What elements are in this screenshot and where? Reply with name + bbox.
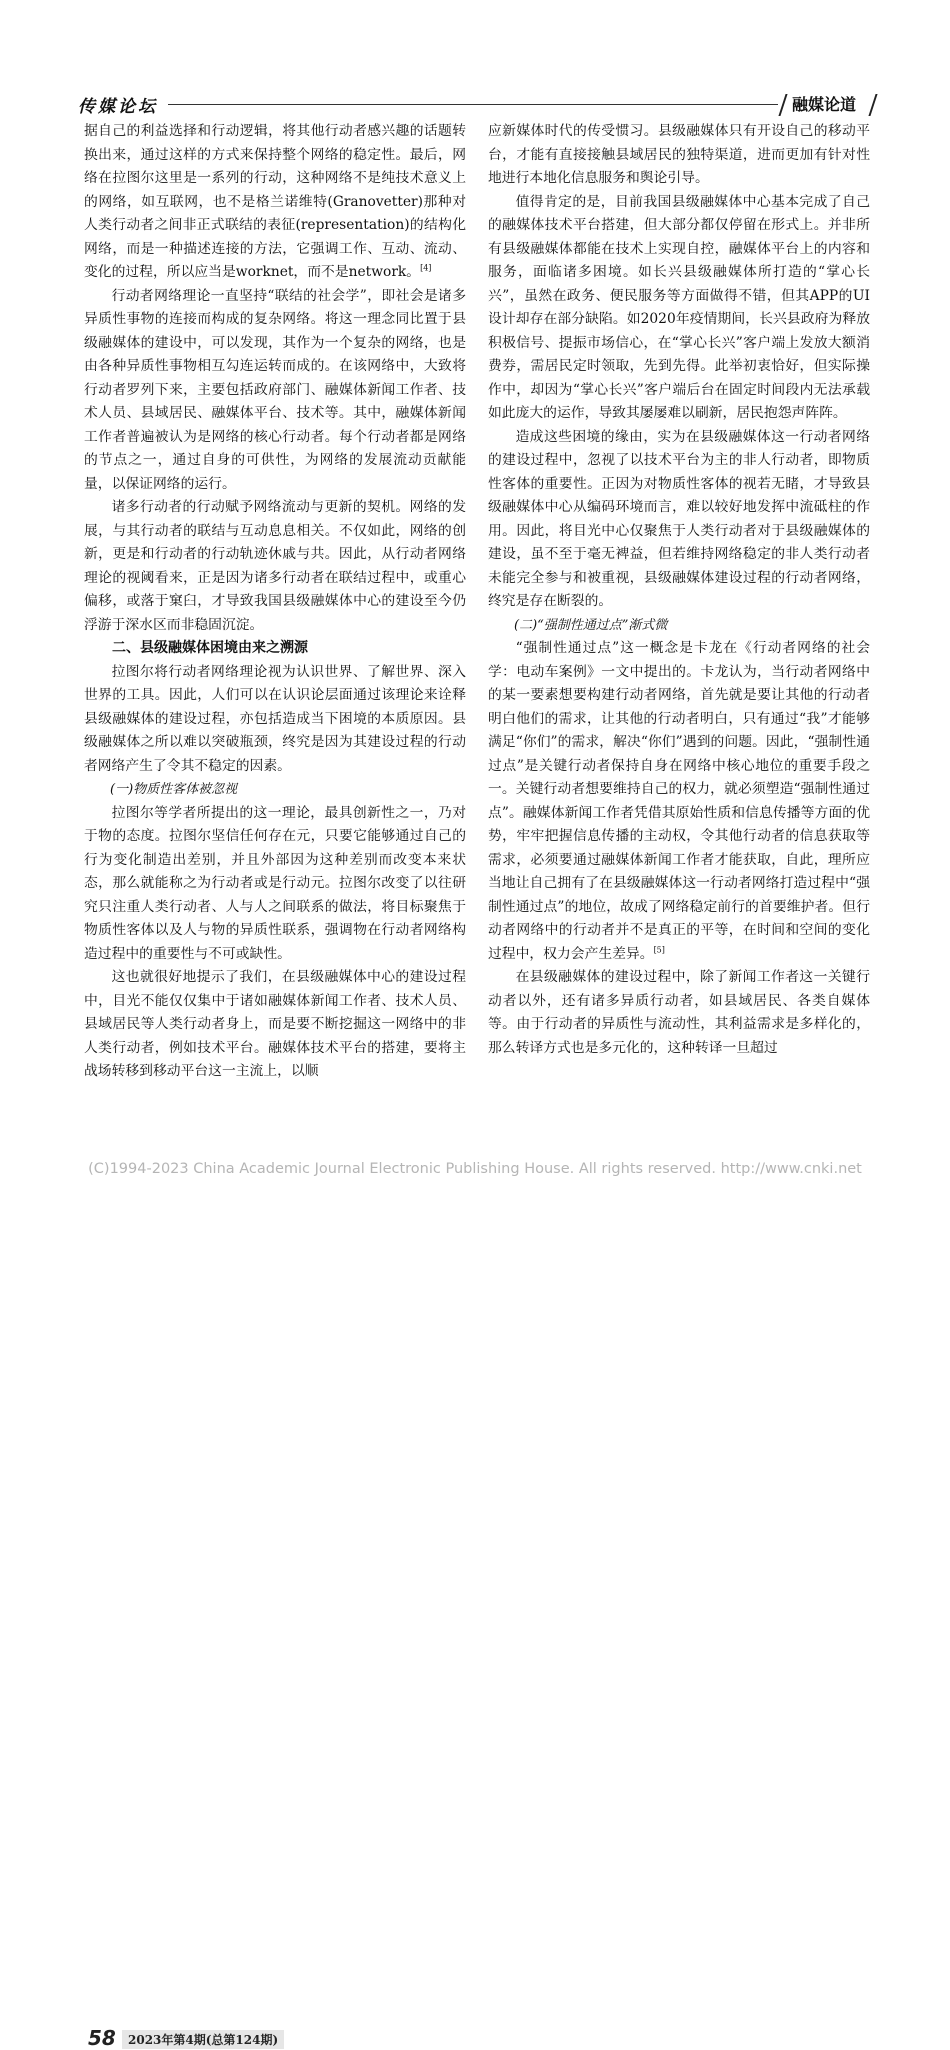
left-column (84, 120, 466, 1084)
left-paragraph-6: 这也就很好地提示了我们，在县级融媒体中心的建设过程中，目光不能仅仅集中于诸如融媒体新闻工作者、技术人员、县域居民等人类行动者身上，而是要不断挖掘这一网络中的非人类行动者，例如技术平台。融媒体技术平台的搭建，要将主战场转移到移动平台这一主流上，以顺 (84, 969, 466, 1079)
subsection-heading-2: (二)“强制性通过点”渐式微 (514, 617, 668, 633)
right-paragraph-1: 应新媒体时代的传受惯习。县级融媒体只有开设自己的移动平台，才能有直接接触县域居民的独特渠道，进而更加有针对性地进行本地化信息服务和舆论引导。 (488, 123, 870, 186)
section-name: 融媒论道 (792, 95, 857, 114)
right-paragraph-4-text: “强制性通过点”这一概念是卡龙在《行动者网络的社会学：电动车案例》一文中提出的。卡龙认为，当行动者网络中的某一要素想要构建行动者网络，首先就是要让其他的行动者明白他们的需求，让其他的行动者明白，只有通过“我”才能够满足“你们”的需求，解决“你们”遇到的问题。因此，“强制性通过点”是关键行动者保持自身在网络中核心地位的重要手段之一。关键行动者想要维持自己的权力，就必须塑造“强制性通过点”。融媒体新闻工作者凭借其原始性质和信息传播等方面的优势，牢牢把握信息传播的主动权，令其他行动者的信息获取等需求，必须要通过融媒体新闻工作者才能获取，自此，理所应当地让自己拥有了在县级融媒体这一行动者网络打造过程中“强制性通过点”的地位，故成了网络稳定前行的首要维护者。但行动者网络中的行动者并不是真正的平等，在时间和空间的变化过程中，权力会产生差异。 (488, 640, 870, 962)
section-heading-2: 二、县级融媒体困境由来之溯源 (112, 640, 308, 656)
journal-logo: 传媒论坛 (78, 97, 158, 117)
right-column (488, 120, 870, 1060)
left-paragraph-1 (84, 120, 466, 285)
copyright-notice: (C)1994-2023 China Academic Journal Electronic Publishing House. All rights reserved. http://www.cnki.net (88, 1161, 862, 1177)
left-paragraph-2: 行动者网络理论一直坚持“联结的社会学”，即社会是诸多异质性事物的连接而构成的复杂网络。将这一理念同比置于县级融媒体的建设中，可以发现，其作为一个复杂的网络，也是由各种异质性事物相互勾连运转而成的。在该网络中，大致将行动者罗列下来，主要包括政府部门、融媒体新闻工作者、技术人员、县域居民、融媒体平台、技术等。其中，融媒体新闻工作者普遍被认为是网络的核心行动者。每个行动者都是网络的节点之一，通过自身的可供性，为网络的发展流动贡献能量，以保证网络的运行。 (84, 287, 466, 492)
section-slash-right (868, 94, 877, 116)
right-paragraph-4 (488, 637, 870, 966)
section-slash-left (778, 94, 787, 116)
reference-5[interactable]: [5] (653, 944, 665, 954)
reference-4[interactable]: [4] (420, 263, 432, 273)
page-number: 58 (88, 2026, 116, 2050)
subsection-heading-1: (一)物质性客体被忽视 (110, 782, 238, 797)
left-paragraph-1-text: 据自己的利益选择和行动逻辑，将其他行动者感兴趣的话题转换出来，通过这样的方式来保持整个网络的稳定性。最后，网络在拉图尔这里是一系列的行动，这种网络不是纯技术意义上的网络，如互联网，也不是格兰诺维特(Granovetter)那种对人类行动者之间非正式联结的表征(representation)的结构化网络，而是一种描述连接的方法，它强调工作、互动、流动、变化的过程，所以应当是worknet，而不是network。 (84, 123, 466, 280)
page-header (0, 0, 950, 130)
right-paragraph-3: 造成这些困境的缘由，实为在县级融媒体这一行动者网络的建设过程中，忽视了以技术平台为主的非人行动者，即物质性客体的重要性。正因为对物质性客体的视若无睹，才导致县级融媒体中心从编码环境而言，难以较好地发挥中流砥柱的作用。因此，将目光中心仅聚焦于人类行动者对于县级融媒体的建设，虽不至于毫无裨益，但若维持网络稳定的非人类行动者未能完全参与和被重视，县级融媒体建设过程的行动者网络，终究是存在断裂的。 (488, 428, 870, 609)
left-paragraph-5: 拉图尔等学者所提出的这一理论，最具创新性之一，乃对于物的态度。拉图尔坚信任何存在元，只要它能够通过自己的行为变化制造出差别，并且外部因为这种差别而改变本来状态，那么就能称之为行动者或是行动元。拉图尔改变了以往研究只注重人类行动者、人与人之间联系的做法，将目标聚焦于物质性客体以及人与物的异质性联系，强调物在行动者网络构造过程中的重要性与不可或缺性。 (84, 804, 466, 962)
header-rule (168, 104, 778, 105)
right-paragraph-5: 在县级融媒体的建设过程中，除了新闻工作者这一关键行动者以外，还有诸多异质行动者，如县域居民、各类自媒体等。由于行动者的异质性与流动性，其利益需求是多样化的，那么转译方式也是多元化的，这种转译一旦超过 (488, 969, 870, 1056)
right-paragraph-2: 值得肯定的是，目前我国县级融媒体中心基本完成了自己的融媒体技术平台搭建，但大部分都仅停留在形式上。并非所有县级融媒体都能在技术上实现自控，融媒体平台上的内容和服务，面临诸多困境。如长兴县级融媒体所打造的“掌心长兴”，虽然在政务、便民服务等方面做得不错，但其APP的UI设计却存在部分缺陷。如2020年疫情期间，长兴县政府为释放积极信号、提振市场信心，在“掌心长兴”客户端上发放大额消费券，需居民定时领取，先到先得。此举初衷恰好，但实际操作中，却因为“掌心长兴”客户端后台在固定时间段内无法承载如此庞大的运作，导致其屡屡难以刷新，居民抱怨声阵阵。 (488, 193, 870, 421)
left-paragraph-4: 拉图尔将行动者网络理论视为认识世界、了解世界、深入世界的工具。因此，人们可以在认识论层面通过该理论来诠释县级融媒体的建设过程，亦包括造成当下困境的本质原因。县级融媒体之所以难以突破瓶颈，终究是因为其建设过程的行动者网络产生了令其不稳定的因素。 (84, 663, 466, 774)
issue-label: 2023年第4期(总第124期) (122, 2030, 284, 2049)
left-paragraph-3: 诸多行动者的行动赋予网络流动与更新的契机。网络的发展，与其行动者的联结与互动息息相关。不仅如此，网络的创新，更是和行动者的行动轨迹休戚与共。因此，从行动者网络理论的视阈看来，正是因为诸多行动者在联结过程中，或重心偏移，或落于窠臼，才导致我国县级融媒体中心的建设至今仍浮游于深水区而非稳固沉淀。 (84, 499, 466, 633)
